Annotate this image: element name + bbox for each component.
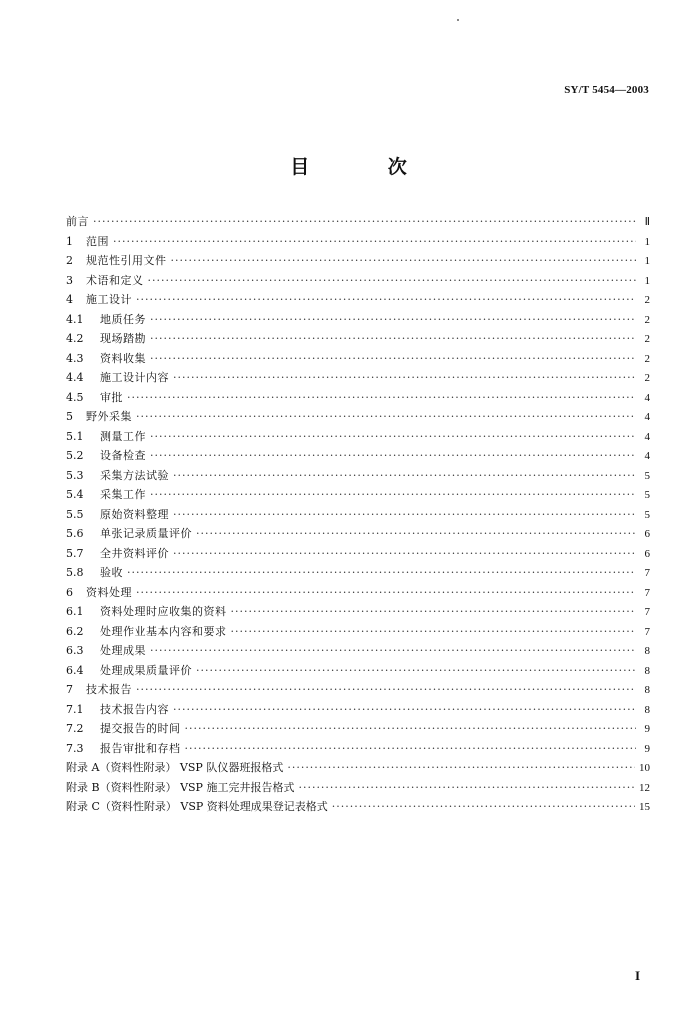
toc-entry-label: 规范性引用文件 bbox=[86, 254, 167, 267]
toc-entry[interactable] bbox=[66, 602, 650, 622]
toc-entry-number: 6.1 bbox=[66, 605, 84, 618]
dot-leader bbox=[136, 407, 636, 427]
toc-entry-number: 5.7 bbox=[66, 546, 84, 560]
toc-entry-number: 7.2 bbox=[66, 722, 84, 735]
toc-entry-page: 9 bbox=[644, 742, 650, 755]
dot-leader bbox=[150, 349, 636, 369]
toc-entry[interactable] bbox=[66, 212, 650, 232]
toc-entry-page: 5 bbox=[644, 508, 650, 521]
toc-entry-number: 6 bbox=[66, 585, 73, 599]
toc-entry-label: 资料处理时应收集的资料 bbox=[100, 605, 227, 618]
dot-leader bbox=[185, 739, 637, 759]
dot-leader bbox=[173, 368, 636, 388]
toc-entry-number: 6.4 bbox=[66, 663, 84, 677]
toc-entry-number: 7.3 bbox=[66, 741, 84, 755]
toc-entry[interactable] bbox=[66, 583, 650, 603]
dot-leader bbox=[173, 505, 636, 525]
toc-entry-page: 7 bbox=[644, 606, 650, 618]
toc-entry-number: 4.1 bbox=[66, 312, 84, 326]
toc-entry[interactable] bbox=[66, 485, 650, 505]
toc-entry-number: 7 bbox=[66, 683, 73, 696]
toc-entry-label: 地质任务 bbox=[100, 312, 146, 326]
toc-entry-page: 1 bbox=[644, 255, 650, 267]
dot-leader bbox=[150, 310, 636, 330]
toc-entry-page: 6 bbox=[644, 547, 650, 560]
toc-entry-page: 4 bbox=[644, 391, 650, 404]
toc-entry-label: 资料收集 bbox=[100, 351, 146, 365]
dot-leader bbox=[231, 602, 637, 622]
toc-entry-label: 测量工作 bbox=[100, 429, 146, 443]
toc-entry-page: 4 bbox=[644, 450, 650, 462]
toc-entry[interactable] bbox=[66, 349, 650, 369]
toc-entry-label: 单张记录质量评价 bbox=[100, 527, 192, 540]
table-of-contents bbox=[66, 212, 650, 817]
toc-entry-label: 提交报告的时间 bbox=[100, 722, 181, 735]
dot-leader bbox=[150, 641, 636, 661]
dot-leader bbox=[150, 485, 636, 505]
toc-entry-number: 2 bbox=[66, 254, 73, 267]
dot-leader bbox=[136, 290, 636, 310]
toc-entry-label: 野外采集 bbox=[86, 410, 132, 423]
toc-entry-label: 验收 bbox=[100, 566, 123, 579]
toc-entry-label: 原始资料整理 bbox=[100, 507, 169, 521]
toc-entry-label: 采集方法试验 bbox=[100, 468, 169, 482]
toc-entry-page: 2 bbox=[644, 372, 650, 384]
toc-entry-page: 10 bbox=[639, 762, 650, 774]
dot-leader bbox=[173, 700, 636, 720]
toc-entry-number: 5.4 bbox=[66, 488, 84, 501]
toc-entry-number: 5.8 bbox=[66, 566, 84, 579]
toc-entry[interactable] bbox=[66, 251, 650, 271]
toc-entry[interactable] bbox=[66, 563, 650, 583]
toc-entry-number: 5 bbox=[66, 410, 73, 423]
toc-entry[interactable] bbox=[66, 466, 650, 486]
dot-leader bbox=[231, 622, 637, 642]
toc-entry-label: 附录 A（资料性附录） VSP 队仪器班报格式 bbox=[66, 761, 284, 774]
toc-entry[interactable] bbox=[66, 797, 650, 817]
toc-entry[interactable] bbox=[66, 700, 650, 720]
toc-entry-number: 4.5 bbox=[66, 390, 84, 404]
toc-entry-page: 1 bbox=[644, 235, 650, 248]
dot-leader bbox=[136, 680, 636, 700]
toc-entry-label: 附录 C（资料性附录） VSP 资料处理成果登记表格式 bbox=[66, 800, 328, 813]
toc-entry-label: 处理成果质量评价 bbox=[100, 663, 192, 677]
toc-entry-label: 资料处理 bbox=[86, 585, 132, 599]
dot-leader bbox=[127, 388, 636, 408]
toc-entry-page: 2 bbox=[644, 313, 650, 326]
toc-entry[interactable] bbox=[66, 446, 650, 466]
toc-entry[interactable] bbox=[66, 661, 650, 681]
toc-entry-label: 范围 bbox=[86, 234, 109, 248]
toc-entry[interactable] bbox=[66, 719, 650, 739]
toc-entry[interactable] bbox=[66, 407, 650, 427]
toc-entry-label: 前言 bbox=[66, 215, 89, 228]
toc-entry[interactable] bbox=[66, 388, 650, 408]
dot-leader bbox=[150, 329, 636, 349]
toc-entry-page: 12 bbox=[639, 781, 650, 794]
toc-entry-label: 审批 bbox=[100, 390, 123, 404]
page-title: 目 次 bbox=[290, 156, 443, 178]
toc-entry[interactable] bbox=[66, 368, 650, 388]
toc-entry-number: 7.1 bbox=[66, 702, 84, 716]
dot-leader bbox=[287, 758, 635, 778]
toc-entry-page: 2 bbox=[644, 352, 650, 365]
toc-entry-number: 4 bbox=[66, 293, 73, 306]
toc-entry-page: 1 bbox=[644, 274, 650, 287]
toc-entry-page: 6 bbox=[644, 528, 650, 540]
toc-entry-label: 现场踏勘 bbox=[100, 332, 146, 345]
toc-entry-page: 8 bbox=[644, 645, 650, 657]
toc-entry[interactable] bbox=[66, 271, 650, 291]
toc-entry[interactable] bbox=[66, 641, 650, 661]
dot-leader bbox=[150, 446, 636, 466]
toc-entry-number: 3 bbox=[66, 273, 73, 287]
toc-entry[interactable] bbox=[66, 232, 650, 252]
toc-entry-number: 6.3 bbox=[66, 644, 84, 657]
toc-entry-number: 1 bbox=[66, 234, 73, 248]
toc-entry-number: 5.2 bbox=[66, 449, 84, 462]
dot-leader bbox=[332, 797, 635, 817]
toc-entry[interactable] bbox=[66, 427, 650, 447]
toc-entry-label: 处理成果 bbox=[100, 644, 146, 657]
toc-entry-label: 施工设计内容 bbox=[100, 371, 169, 384]
toc-entry-page: 7 bbox=[644, 586, 650, 599]
toc-entry-number: 4.3 bbox=[66, 351, 84, 365]
toc-entry-page: 5 bbox=[644, 469, 650, 482]
page-number: I bbox=[634, 968, 640, 983]
toc-entry-number: 5.3 bbox=[66, 468, 84, 482]
toc-entry[interactable] bbox=[66, 739, 650, 759]
toc-entry-number: 6.2 bbox=[66, 624, 84, 638]
toc-entry-number: 5.6 bbox=[66, 527, 84, 540]
toc-entry-label: 附录 B（资料性附录） VSP 施工完井报告格式 bbox=[66, 780, 295, 794]
toc-entry-page: 8 bbox=[644, 684, 650, 696]
toc-entry-label: 采集工作 bbox=[100, 488, 146, 501]
toc-entry-page: 9 bbox=[644, 723, 650, 735]
toc-entry-page: 4 bbox=[644, 411, 650, 423]
toc-entry-page: 7 bbox=[644, 625, 650, 638]
toc-entry-page: 7 bbox=[644, 567, 650, 579]
toc-entry[interactable] bbox=[66, 505, 650, 525]
toc-entry[interactable] bbox=[66, 310, 650, 330]
toc-entry-label: 全井资料评价 bbox=[100, 546, 169, 560]
toc-entry-number: 5.1 bbox=[66, 429, 84, 443]
toc-entry[interactable] bbox=[66, 758, 650, 778]
toc-entry-page: 8 bbox=[644, 703, 650, 716]
toc-entry-page: 15 bbox=[639, 801, 650, 813]
toc-entry-label: 技术报告内容 bbox=[100, 702, 169, 716]
dot-leader bbox=[185, 719, 637, 739]
toc-entry-page: 4 bbox=[644, 430, 650, 443]
dot-leader bbox=[150, 427, 636, 447]
toc-entry[interactable] bbox=[66, 544, 650, 564]
toc-entry[interactable] bbox=[66, 329, 650, 349]
toc-entry[interactable] bbox=[66, 290, 650, 310]
dot-leader bbox=[196, 661, 636, 681]
toc-entry-label: 术语和定义 bbox=[86, 273, 144, 287]
toc-entry-page: 5 bbox=[644, 489, 650, 501]
dot-leader bbox=[148, 271, 637, 291]
dot-leader bbox=[196, 524, 636, 544]
toc-entry-label: 设备检查 bbox=[100, 449, 146, 462]
toc-entry-label: 处理作业基本内容和要求 bbox=[100, 624, 227, 638]
dot-leader bbox=[127, 563, 636, 583]
toc-entry-page: 2 bbox=[644, 333, 650, 345]
dot-leader bbox=[136, 583, 636, 603]
toc-entry-page: Ⅱ bbox=[644, 216, 650, 228]
toc-entry-number: 4.4 bbox=[66, 371, 84, 384]
toc-entry-page: 2 bbox=[644, 294, 650, 306]
toc-entry-page: 8 bbox=[644, 664, 650, 677]
toc-entry[interactable] bbox=[66, 622, 650, 642]
toc-entry-label: 技术报告 bbox=[86, 683, 132, 696]
toc-entry-number: 5.5 bbox=[66, 507, 84, 521]
scan-speck bbox=[457, 19, 459, 21]
dot-leader bbox=[93, 212, 636, 232]
standard-code: SY/T 5454—2003 bbox=[564, 84, 649, 96]
dot-leader bbox=[113, 232, 636, 252]
toc-entry[interactable] bbox=[66, 778, 650, 798]
toc-entry-label: 报告审批和存档 bbox=[100, 741, 181, 755]
toc-entry-number: 4.2 bbox=[66, 332, 84, 345]
dot-leader bbox=[173, 544, 636, 564]
dot-leader bbox=[298, 778, 635, 798]
toc-entry[interactable] bbox=[66, 524, 650, 544]
toc-entry-label: 施工设计 bbox=[86, 293, 132, 306]
dot-leader bbox=[171, 251, 637, 271]
dot-leader bbox=[173, 466, 636, 486]
toc-entry[interactable] bbox=[66, 680, 650, 700]
